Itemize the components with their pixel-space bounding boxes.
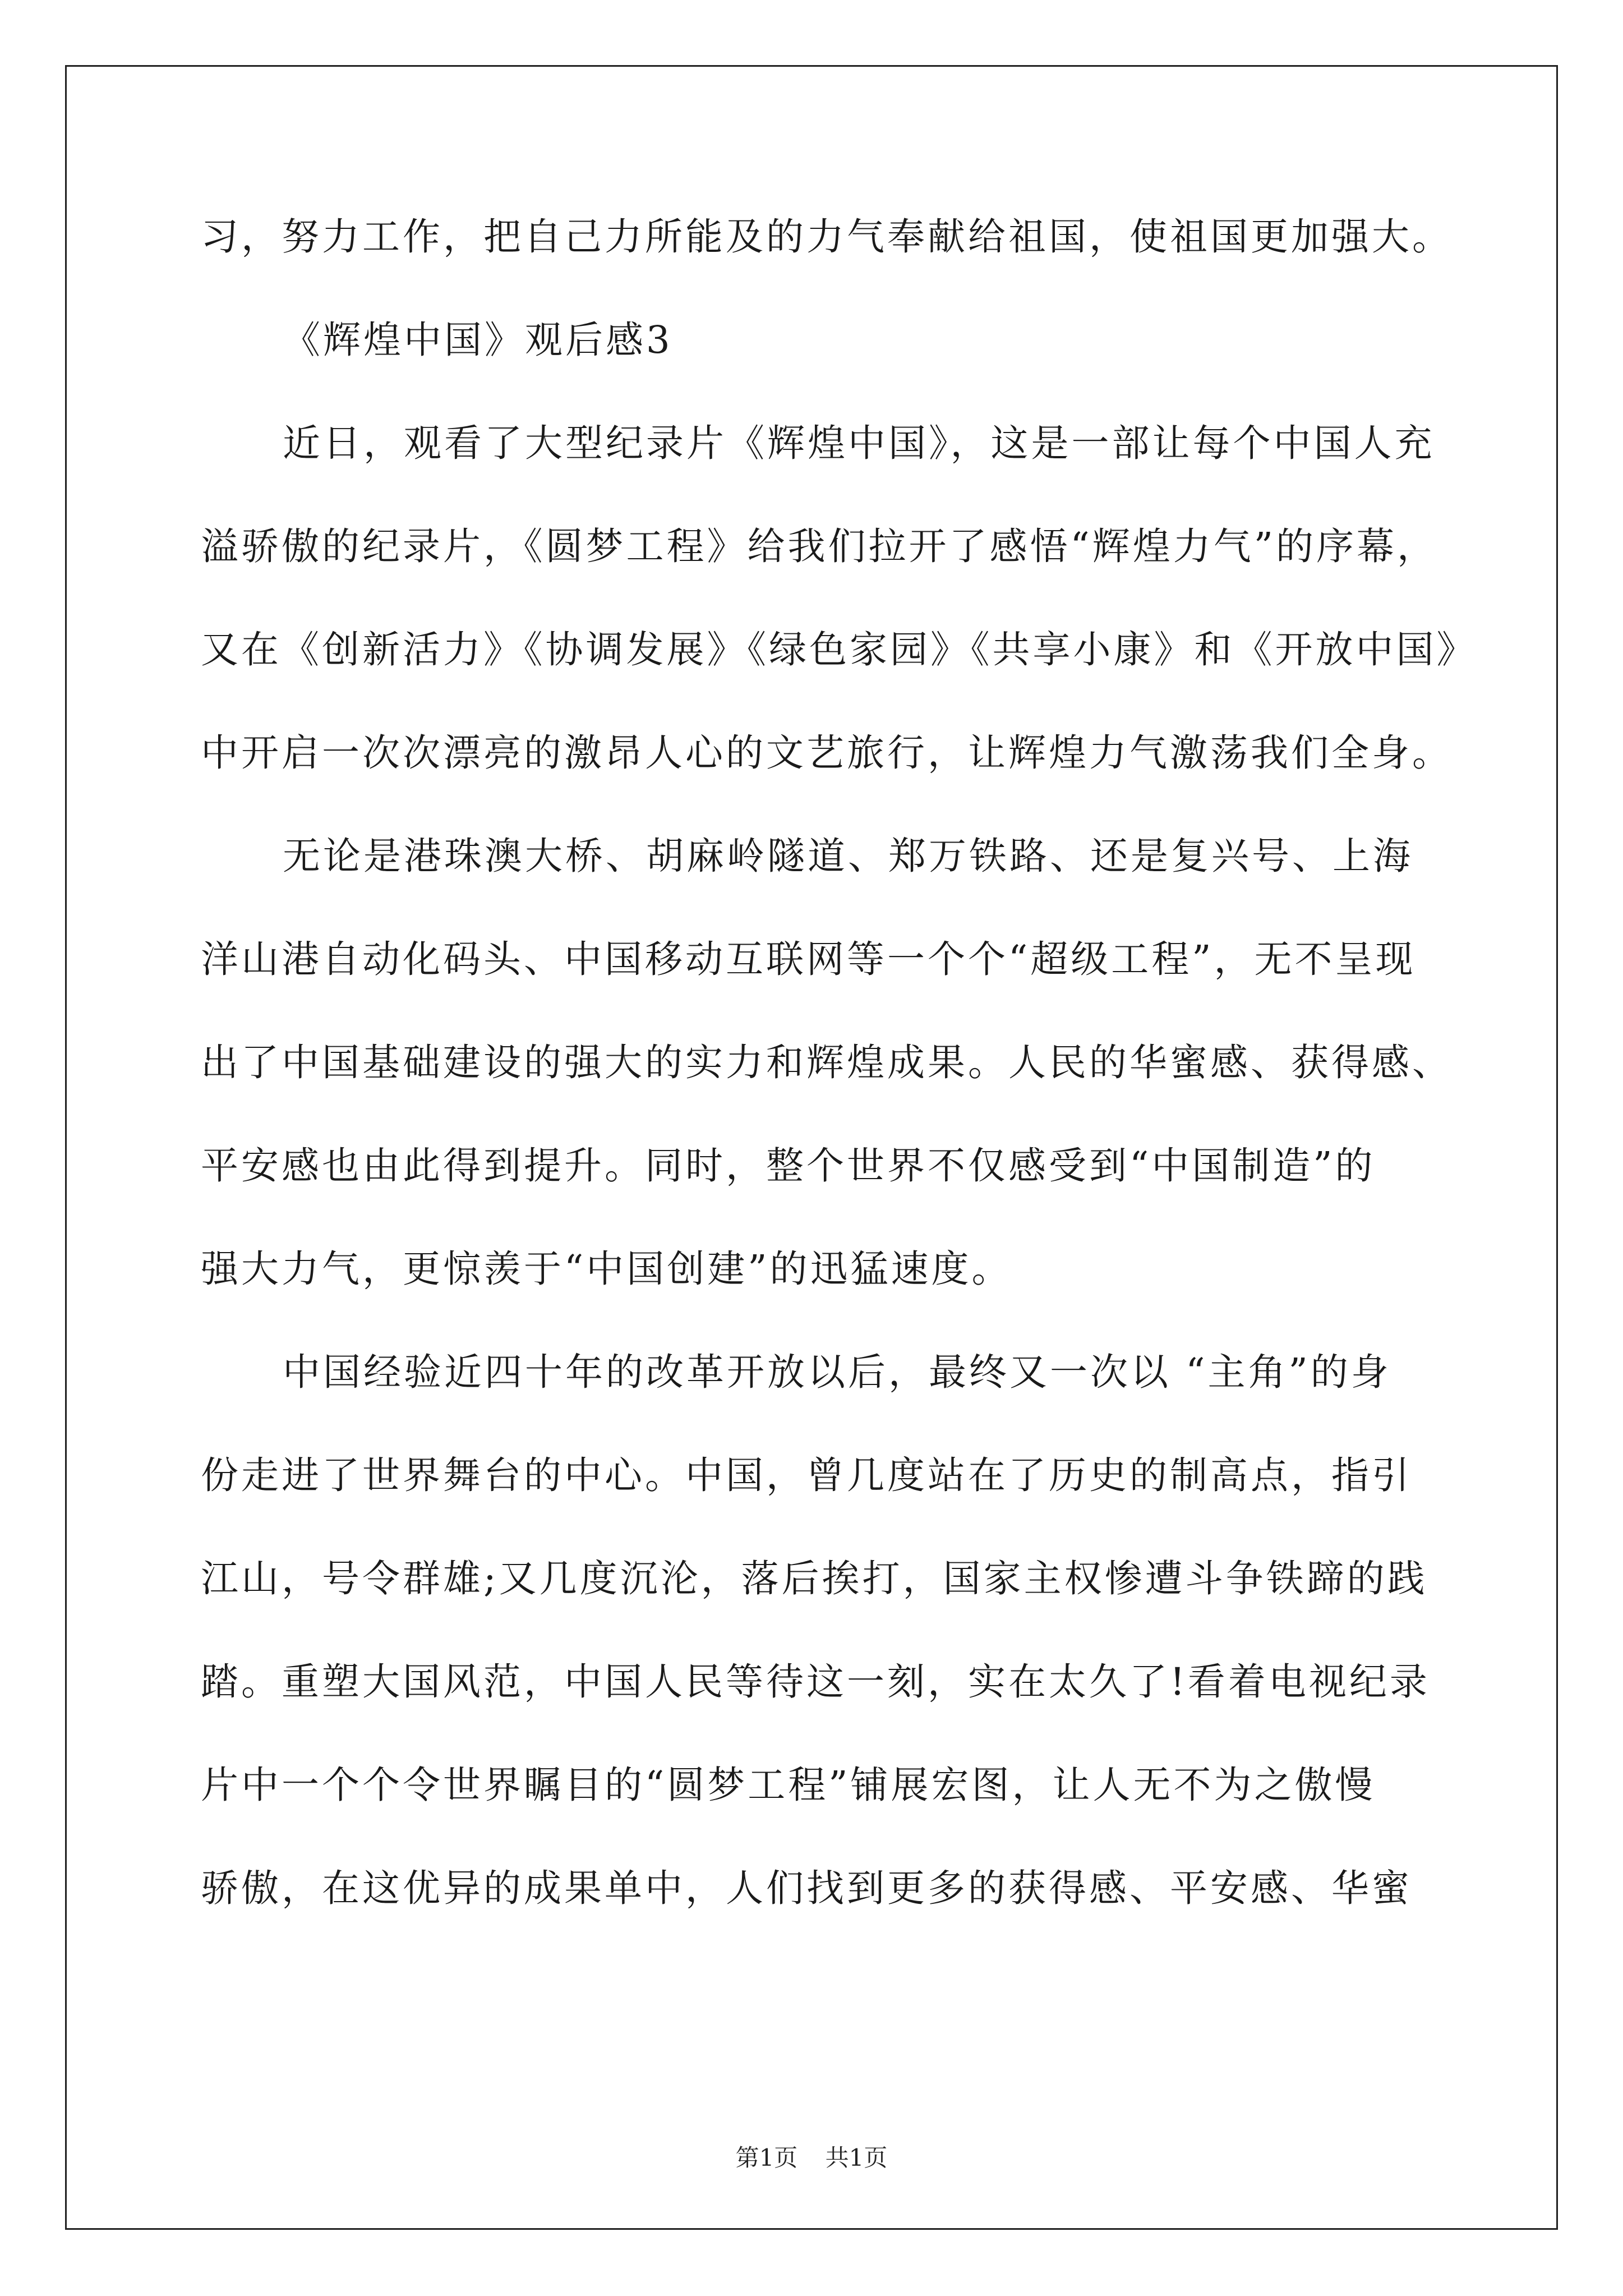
section-heading: 《辉煌中国》观后感3 (283, 318, 673, 362)
text-line: 中开启一次次漂亮的激昂人心的文艺旅行，让辉煌力气激荡我们全身。 (201, 731, 1453, 775)
text-line: 中国经验近四十年的改革开放以后，最终又一次以 “主角”的身 (283, 1350, 1391, 1394)
text-line: 踏。重塑大国风范，中国人民等待这一刻，实在太久了!看着电视纪录 (201, 1660, 1430, 1704)
text-line: 洋山港自动化码头、中国移动互联网等一个个“超级工程”，无不呈现 (201, 937, 1416, 981)
text-line: 江山，号令群雄;又几度沉沦，落后挨打，国家主权惨遭斗争铁蹄的践 (201, 1557, 1428, 1600)
text-line: 强大力气，更惊羡于“中国创建”的迅猛速度。 (201, 1247, 1012, 1291)
document-body (201, 210, 1477, 1965)
text-line: 习，努力工作，把自己力所能及的力气奉献给祖国，使祖国更加强大。 (201, 215, 1453, 259)
page-total: 共1页 (825, 2144, 888, 2171)
text-line: 出了中国基础建设的强大的实力和辉煌成果。人民的华蜜感、获得感、 (201, 1041, 1453, 1084)
text-line: 份走进了世界舞台的中心。中国，曾几度站在了历史的制高点，指引 (201, 1453, 1412, 1497)
text-line: 又在《创新活力》《协调发展》《绿色家园》《共享小康》和《开放中国》 (201, 628, 1477, 671)
text-line: 平安感也由此得到提升。同时，整个世界不仅感受到“中国制造”的 (201, 1144, 1376, 1188)
page-footer (0, 2142, 1623, 2174)
page-number: 第1页 (735, 2144, 798, 2171)
text-line: 骄傲，在这优异的成果单中，人们找到更多的获得感、平安感、华蜜 (201, 1866, 1412, 1910)
text-line: 片中一个个令世界瞩目的“圆梦工程”铺展宏图，让人无不为之傲慢 (201, 1763, 1376, 1807)
text-line: 无论是港珠澳大桥、胡麻岭隧道、郑万铁路、还是复兴号、上海 (283, 834, 1413, 878)
text-line: 近日，观看了大型纪录片《辉煌中国》，这是一部让每个中国人充 (283, 421, 1435, 465)
text-line: 溢骄傲的纪录片，《圆梦工程》给我们拉开了感悟“辉煌力气”的序幕， (201, 524, 1438, 568)
